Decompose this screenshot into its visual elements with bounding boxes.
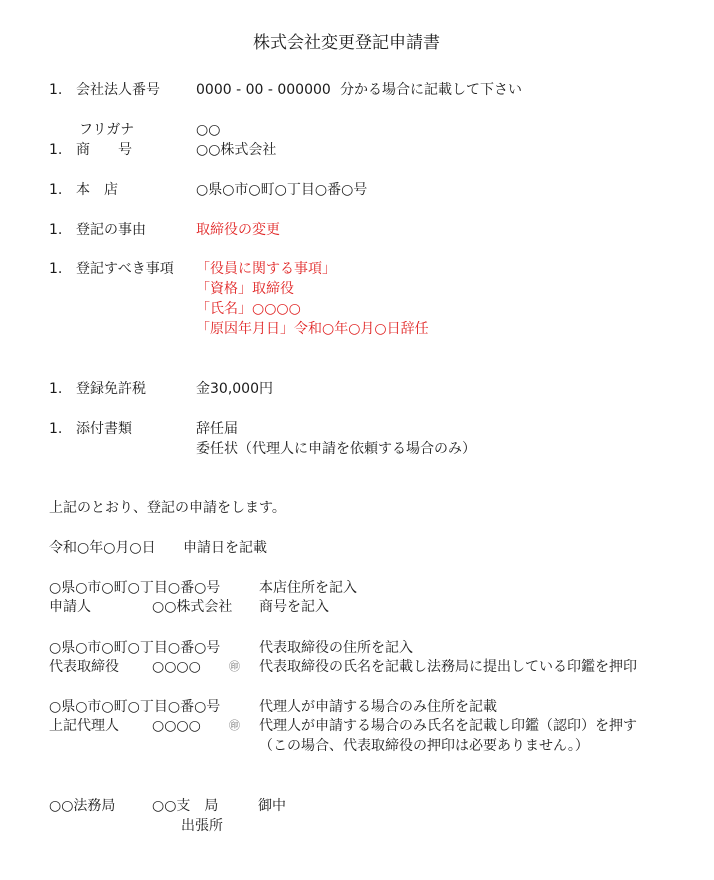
representative-address-note: 代表取締役の住所を記入: [259, 640, 413, 656]
applicant-address: ○県○市○町○丁目○番○号: [49, 580, 221, 596]
head-office-label: 本 店: [76, 182, 118, 198]
tax-value: 金30,000円: [196, 381, 273, 397]
agent-address-note: 代理人が申請する場合のみ住所を記載: [259, 699, 497, 715]
furigana-label: フリガナ: [79, 122, 135, 138]
item-number: 1.: [49, 182, 63, 198]
matters-line: 「氏名」○○○○: [196, 301, 301, 317]
matters-line: 「資格」取締役: [196, 281, 294, 297]
applicant-name: ○○株式会社: [152, 599, 233, 615]
matters-line: 「役員に関する事項」: [196, 261, 336, 277]
reason-value: 取締役の変更: [196, 222, 280, 238]
item-number: 1.: [49, 82, 63, 98]
agent-label: 上記代理人: [49, 718, 119, 734]
sub-office: 出張所: [181, 818, 223, 834]
head-office-value: ○県○市○町○丁目○番○号: [196, 182, 368, 198]
agent-name-note: 代理人が申請する場合のみ氏名を記載し印鑑（認印）を押す: [259, 718, 637, 734]
representative-name-note: 代表取締役の氏名を記載し法務局に提出している印鑑を押印: [259, 659, 637, 675]
agent-name: ○○○○: [152, 718, 201, 734]
attachment-item: 委任状（代理人に申請を依頼する場合のみ）: [196, 441, 476, 457]
furigana-value: ○○: [196, 122, 221, 138]
document-title: 株式会社変更登記申請書: [253, 33, 440, 53]
seal-icon: ㊞: [229, 719, 240, 732]
trade-name-value: ○○株式会社: [196, 142, 277, 158]
matters-line: 「原因年月日」令和○年○月○日辞任: [196, 321, 429, 337]
corp-number-note: 分かる場合に記載して下さい: [340, 82, 522, 98]
seal-icon: ㊞: [229, 660, 240, 673]
agent-address: ○県○市○町○丁目○番○号: [49, 699, 221, 715]
attachment-item: 辞任届: [196, 421, 238, 437]
representative-label: 代表取締役: [49, 659, 119, 675]
reason-label: 登記の事由: [76, 222, 146, 238]
legal-bureau: ○○法務局: [49, 798, 116, 814]
application-date-note: 申請日を記載: [183, 540, 267, 556]
trade-name-label: 商 号: [76, 142, 132, 158]
agent-name-note-2: （この場合、代表取締役の押印は必要ありません。）: [259, 738, 589, 754]
item-number: 1.: [49, 142, 63, 158]
applicant-label: 申請人: [49, 599, 91, 615]
honorific: 御中: [258, 798, 286, 814]
branch-office: ○○支 局: [152, 798, 219, 814]
item-number: 1.: [49, 261, 63, 277]
item-number: 1.: [49, 381, 63, 397]
corp-number-label: 会社法人番号: [76, 82, 160, 98]
item-number: 1.: [49, 222, 63, 238]
representative-name: ○○○○: [152, 659, 201, 675]
matters-label: 登記すべき事項: [76, 261, 174, 277]
application-date: 令和○年○月○日: [49, 540, 156, 556]
applicant-address-note: 本店住所を記入: [259, 580, 357, 596]
declaration: 上記のとおり、登記の申請をします。: [49, 500, 286, 516]
applicant-name-note: 商号を記入: [259, 599, 329, 615]
item-number: 1.: [49, 421, 63, 437]
attachments-label: 添付書類: [76, 421, 132, 437]
tax-label: 登録免許税: [76, 381, 146, 397]
representative-address: ○県○市○町○丁目○番○号: [49, 640, 221, 656]
corp-number-value: 0000 - 00 - 000000: [196, 82, 331, 98]
